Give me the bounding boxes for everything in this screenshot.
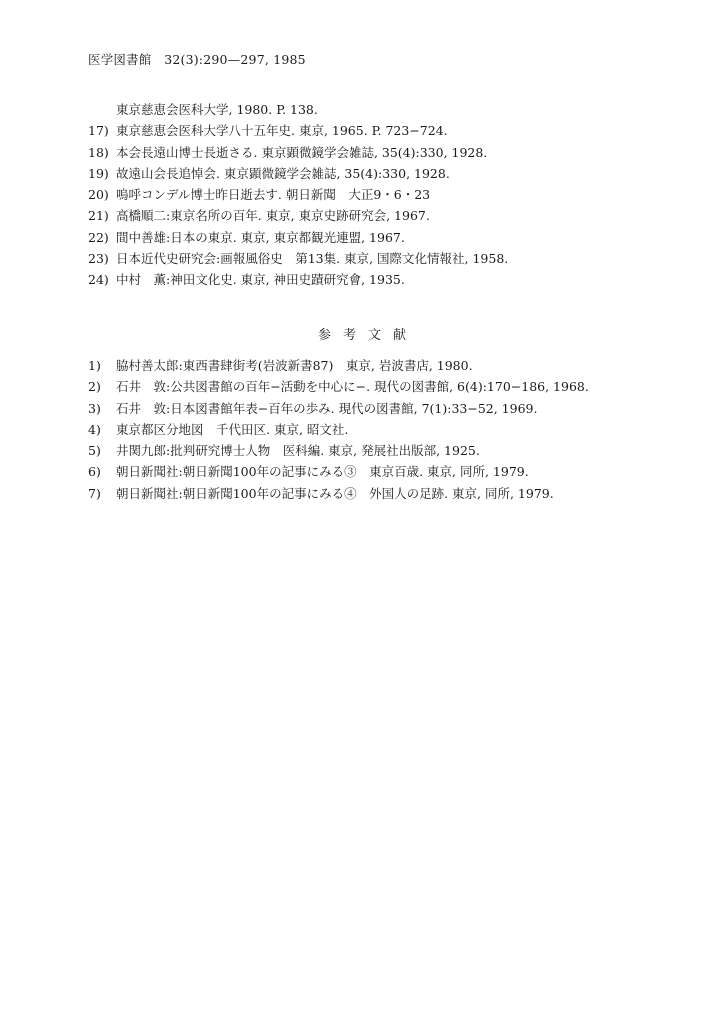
reference-number: 18) (88, 144, 109, 160)
reference-item (88, 228, 688, 249)
bibliography-item (88, 484, 698, 505)
bibliography-number: 6) (88, 464, 101, 480)
reference-item (88, 100, 688, 121)
reference-text: 高橋順二:東京名所の百年. 東京, 東京史跡研究会, 1967. (116, 208, 430, 224)
reference-item (88, 270, 688, 291)
reference-number: 19) (88, 165, 109, 181)
reference-number: 21) (88, 208, 109, 224)
bibliography-item (88, 356, 698, 377)
reference-number: 24) (88, 272, 109, 288)
bibliography-text: 石井 敦:公共図書館の百年−活動を中心に−. 現代の図書館, 6(4):170−186, 1968. (116, 379, 589, 395)
bibliography-heading: 参考文献 (317, 328, 418, 343)
bibliography-item (88, 377, 698, 398)
bibliography-number: 1) (88, 358, 101, 373)
bibliography-number: 4) (88, 421, 101, 437)
bibliography-text: 脇村善太郎:東西書肆街考(岩波新書87) 東京, 岩波書店, 1980. (116, 358, 473, 373)
reference-item (88, 206, 688, 227)
reference-text: 中村 薫:神田文化史. 東京, 神田史蹟研究會, 1935. (116, 272, 405, 288)
bibliography-text: 東京都区分地図 千代田区. 東京, 昭文社. (116, 421, 349, 437)
reference-text: 間中善雄:日本の東京. 東京, 東京都観光連盟, 1967. (116, 229, 405, 245)
reference-number: 20) (88, 187, 109, 203)
bibliography-number: 7) (88, 485, 101, 501)
bibliography-item (88, 441, 698, 462)
reference-item (88, 164, 688, 185)
bibliography-item (88, 399, 698, 420)
reference-item (88, 185, 688, 206)
reference-number: 22) (88, 229, 109, 245)
reference-list (88, 100, 688, 292)
bibliography-text: 朝日新聞社:朝日新聞100年の記事にみる④ 外国人の足跡. 東京, 同所, 1979. (116, 485, 554, 501)
bibliography-text: 石井 敦:日本図書館年表−百年の歩み. 現代の図書館, 7(1):33−52, 1969. (116, 400, 538, 416)
reference-item (88, 121, 688, 142)
reference-number: 17) (88, 123, 109, 139)
reference-text: 日本近代史研究会:画報風俗史 第13集. 東京, 国際文化情報社, 1958. (116, 251, 509, 267)
running-header: 医学図書館 32(3):290—297, 1985 (88, 52, 306, 67)
bibliography-number: 5) (88, 443, 101, 459)
reference-text: 故遠山会長追悼会. 東京顕微鏡学会雑誌, 35(4):330, 1928. (116, 165, 450, 181)
bibliography-text: 朝日新聞社:朝日新聞100年の記事にみる③ 東京百歳. 東京, 同所, 1979. (116, 464, 529, 480)
reference-item (88, 249, 688, 270)
bibliography-list (88, 356, 698, 505)
reference-item (88, 143, 688, 164)
reference-text: 東京慈恵会医科大学八十五年史. 東京, 1965. P. 723−724. (116, 123, 448, 139)
reference-text: 嗚呼コンデル博士昨日逝去す. 朝日新聞 大正9・6・23 (116, 187, 431, 203)
bibliography-number: 3) (88, 400, 101, 416)
bibliography-item (88, 420, 698, 441)
reference-text: 本会長遠山博士長逝さる. 東京顕微鏡学会雑誌, 35(4):330, 1928. (116, 144, 488, 160)
reference-text: 東京慈恵会医科大学, 1980. P. 138. (116, 102, 318, 117)
bibliography-text: 井関九郎:批判研究博士人物 医科編. 東京, 発展社出版部, 1925. (116, 443, 480, 459)
reference-number: 23) (88, 251, 109, 267)
bibliography-number: 2) (88, 379, 101, 395)
bibliography-item (88, 462, 698, 483)
